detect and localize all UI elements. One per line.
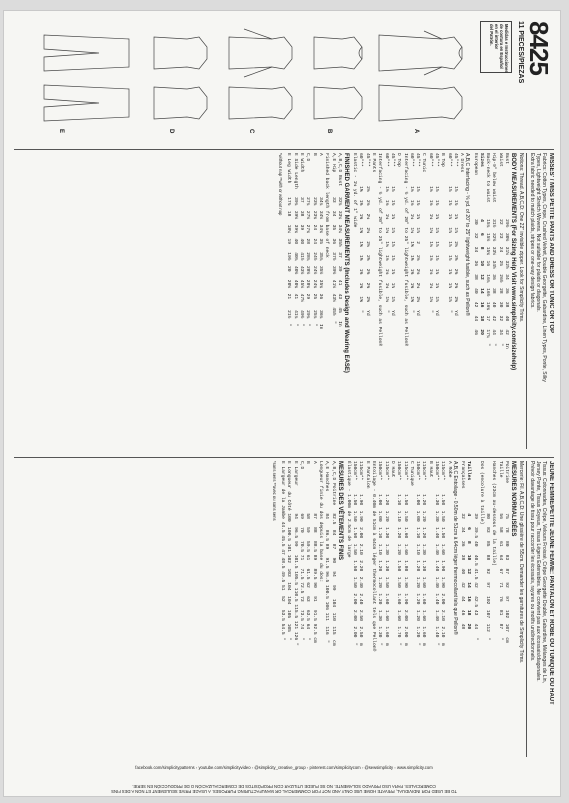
garment-sketches	[34, 17, 474, 145]
french-body-row: Françaises 32 34 36 38 40 42 44 46 48	[459, 461, 465, 630]
french-yardage-row: Entoilage - 0.40m de 51cm à 64cm léger thermocollant tels que Pellon®	[371, 461, 377, 652]
english-finished-row: E Width 37 38 39 40 41½ 43½ 45½ 47½ 49½ "	[299, 153, 305, 327]
english-interfacing: A,B,C Interfacing - ⅝ yd. of 20" to 25" lightweight fusible, such as Pellon®	[464, 153, 471, 316]
english-yardage-row: 45"** 1⅞ 1⅞ 1⅞ 1⅞ 1⅞ 1⅞ 1⅞ 1⅞ 1⅞ Yd	[434, 153, 440, 316]
spanish-note-line: del Patrón.	[489, 24, 494, 46]
view-letter: B	[326, 129, 332, 134]
top-back-sketch	[314, 87, 362, 119]
french-finished-row: E Longueur du Côté 100 100.5 101 102 103 104 104 105 105 "	[286, 461, 292, 641]
rotated-content	[4, 11, 560, 796]
english-yardage-row: 60"** 1⅞ 1⅞ 1⅞ 1⅞ 1⅞ 1⅞ 1⅞ 1⅞ 1⅞ "	[446, 153, 452, 313]
french-body-row: 80 83 85 88 92 97 102 107 112 "	[485, 461, 491, 641]
french-body-row: Hanches (23cm au-dessous de la taille)	[491, 461, 497, 566]
french-yardage-row: 150cm** 1.00 1.00 1.10 1.10 1.20 1.20 1.20 1.30 1.30 "	[377, 461, 383, 646]
english-body-header: BODY MEASUREMENTS (For Sizing Help Visit www.simplicity.com/sizehelp)	[510, 153, 516, 371]
english-finished-row: E Leg Width 17⅞ 18 18¼ 19 19½ 20 20½ 21 21½ "	[286, 153, 292, 327]
english-yardage-row: Interfacing - ½ yd. of 20" to 25" lightweight fusible, such as Pellon®	[402, 153, 408, 346]
english-yardage-row: A Dress	[459, 153, 465, 173]
spanish-note-line: Medidas e Instrucciones	[504, 24, 509, 73]
french-notions: Mercerie: Fil. A,B,C,D: Une glissière de 55cm. Demander les garnitures de Simplicity Trims.	[518, 461, 524, 664]
english-finished-row: A 34¼ 34½ 34¾ 35 35¼ 35½ 35¾ 36 36¼ In	[317, 153, 323, 330]
english-yardage-row: E Pants	[371, 153, 377, 173]
french-yardage-row: 115cm** 1.20 1.20 1.30 1.30 1.30 1.50 1.60 1.60 1.60 m	[383, 461, 389, 646]
pattern-number: 8425	[524, 21, 554, 75]
english-yardage-row: 45"** 1⅞ 1⅞ 1⅞ 1⅞ 1⅞ 1⅞ 1⅞ 1⅞ 1⅞ Yd	[389, 153, 395, 316]
legal-line: TO BE USED FOR INDIVIDUAL, PRIVATE HOME USE ONLY AND NOT FOR COMMERCIAL OR MANUFACTURING PURPOSES. A USAGE PRIVE SEULEMENT ET NON A DES FINS	[111, 789, 457, 794]
french-yardage-row: 150cm** 1.00 1.00 1.10 1.10 1.20 1.20 1.20 1.20 1.20 "	[415, 461, 421, 646]
english-yardage-row: 60"** 1⅛ 1⅛ 1⅛ 1⅛ 1⅛ 1⅛ 1⅛ 1⅛ 1⅛ "	[383, 153, 389, 313]
pants-sketch	[44, 35, 129, 71]
french-yardage-row: 115cm** 1.90 1.90 2.00 2.10 2.20 2.40 2.40 2.50 2.50 m	[358, 461, 364, 646]
french-yardage-row: 150cm** 1.50 1.50 1.50 1.50 1.50 1.50 2.00 2.00 2.00 "	[352, 461, 358, 646]
english-finished-row: Finished back length from base of neck	[324, 153, 330, 258]
english-body-row: Bust 29½ 30½ 31½ 32½ 34 36 38 40 42 In	[504, 153, 509, 349]
english-yardage-row: B Top	[440, 153, 446, 167]
french-yardage-row: D Haut	[389, 461, 395, 478]
english-finished-row: A,E Hip 33 34 35 36 37½ 39½ 41½ 43½ 45½ "	[330, 153, 336, 324]
social-links: facebook.com/simplicitypatterns ◦ youtube.com/simplicityvideo ◦ @simplicity_creative_group ◦ pinterest.com/simplicitycom ◦ @sewsimplicity ◦ www.simplicity.com	[135, 765, 433, 770]
french-yardage-row: B Haut	[427, 461, 433, 478]
social-strip	[14, 765, 554, 777]
french-yardage-row: 115cm** 1.20 1.20 1.20 1.30 1.30 1.60 1.60 1.60 1.60 m	[421, 461, 427, 646]
french-finished-row: A,B,C,D Poitrine 82.5 84 87 90 94 99 104 110 115 cm	[330, 461, 336, 646]
french-yardage-row: E Pantalon	[364, 461, 370, 489]
english-panel	[14, 153, 554, 453]
spanish-note-line: de costura en Español	[499, 24, 504, 69]
french-finished-row: E Largeur 94 96.5 99 101.5 105.5 110.5 115.5 121 126 "	[292, 461, 298, 646]
french-body-row: Taille 56 58 61 64 67 71 76 81 87 "	[497, 461, 503, 641]
dress-sketch	[379, 35, 462, 71]
french-finished-row: Longueur finie du dos depuis la base du dos:	[317, 461, 323, 583]
tunic-back-sketch	[229, 87, 292, 119]
english-yardage-row: Interfacing - ½ yd. of 20" to 25" lightweight fusible, such as Pellon®	[377, 153, 383, 346]
divider	[526, 461, 527, 757]
french-finished-header: MESURES DES VÊTEMENTS FINIS	[336, 461, 343, 561]
english-body-row: Waist 22 23 24 25 26½ 28 30 32 34 "	[497, 153, 503, 346]
english-yardage-row: 60"** 1⅛ 1⅛ 1⅛ 1⅛ 1⅝ 1⅝ 1⅝ 1⅝ 1⅝ "	[408, 153, 414, 313]
english-finished-row: C,D 27¼ 27½ 27¾ 28 28¼ 28½ 28¾ 29 29¼ "	[305, 153, 311, 327]
english-yardage-row: D Top	[396, 153, 402, 167]
french-interfacing: A,B,C Entoilage - 0.50m de 51cm à 64cm léger thermocollant tels que Pellon®	[451, 461, 458, 635]
legal-text	[14, 784, 554, 794]
english-finished-row: B 23¾ 23¾ 24 24 24½ 24½ 24¾ 25 25¼ "	[311, 153, 317, 327]
pattern-envelope-back	[3, 10, 561, 797]
pants-back-sketch	[44, 85, 129, 121]
french-body-header: MESURES NORMALISÉES	[510, 461, 516, 537]
english-yardage-row: 45"** 2⅛ 2⅛ 2⅛ 2⅛ 2⅛ 2⅜ 2⅜ 2⅜ 2⅜ Yd	[364, 153, 370, 316]
french-title: JEUNE FEMME/PETITE JEUNE FEMME: PANTALON ET ROBE OU TUNIQUE OU HAUT	[548, 461, 554, 705]
french-yardage-row: 115cm** 1.50 1.50 1.60 1.60 1.80 1.90 1.90 2.00 2.00 m	[402, 461, 408, 646]
english-fabrics-line: Types, Lightweight Stretch Wovens. Not suitable for plaids or diagonals.	[535, 153, 541, 312]
french-size-row: Tailles 4 6 8 10 12 14 16 18 20	[466, 461, 472, 630]
english-finished-row: E Side Length 39¼ 39½ 39¾ 40 40¼ 40½ 40¾ 41 41¼ "	[292, 153, 298, 327]
panel-divider	[14, 457, 554, 458]
english-yardage-row: Elastic - 1⅛ yd. of 1" wide	[352, 153, 358, 228]
top-d-sketch	[154, 37, 207, 69]
view-letter: C	[248, 129, 254, 134]
french-yardage-row: 115cm** 1.50 1.50 1.50 1.60 1.90 1.90 2.00 2.10 2.10 m	[440, 461, 446, 646]
english-fabrics-line: Extra fabric needed to match plaids, stripes or one-way design fabrics.	[529, 153, 535, 309]
french-yardage-row: 150cm** 1.10 1.10 1.20 1.20 1.50 1.50 1.60 1.60 1.70 "	[396, 461, 402, 646]
english-fabrics-line: Fabrics: Cotton Types, Crepe, Crushed Velvet, Double Georgette, Gabardine, Linen Types, Ponte, Silky	[541, 153, 547, 382]
english-notions: Notions: Thread. A,B,C,D: One 22" invisible zipper. Look for Simplicity Trims.	[518, 153, 524, 323]
english-body-row: European 30 32 34 36 38 40 42 44 46	[472, 153, 478, 335]
divider	[526, 153, 527, 449]
top-sketch	[314, 37, 362, 69]
french-body-row: Dos (encolure à taille)	[478, 461, 484, 525]
view-letter: A	[413, 129, 419, 134]
french-footnote: *sans sens **avec ou sans sens	[271, 461, 277, 521]
french-fabrics-line: Prévoir davantage de tissu pour raccorder les écossais, rayures ou motifs unidirectionnels.	[529, 461, 535, 662]
english-body-row: Hip-9" below waist 31½ 32½ 33½ 34½ 36 38 40 42 44 "	[491, 153, 497, 346]
french-finished-row: A,E Hanches 84 86.5 89 91.5 96.5 100.5 106 111 116 "	[324, 461, 330, 643]
english-finished-header: FINISHED GARMENT MEASUREMENTS (Includes Design and Wearing EASE)	[342, 153, 349, 373]
english-title: MISSES' / MISS PETITE PANTS AND DRESS OR TUNIC OR TOP	[548, 153, 554, 334]
english-size-row: Sizes 4 6 8 10 12 14 16 18 20	[478, 153, 484, 335]
pieces-label: 11 PIECES/PIEZAS	[517, 21, 524, 84]
french-fabrics-line: Tissus: Cotonnades, Crêpe, Velours Froissé, Crêpe Georgette Double, Gabardine, Mélanges de Lin,	[541, 461, 547, 683]
french-body-row: 39 39.5 40 40.5 41.5 42 42.5 43 44 "	[472, 461, 478, 641]
english-yardage-row: 60"** 1⅛ 1⅛ 1⅛ 1⅛ 1⅛ 1⅛ 1⅛ 1⅛ 1⅛ "	[427, 153, 433, 313]
view-letter: E	[58, 129, 64, 134]
sketch-panel	[14, 17, 554, 145]
top-d-back-sketch	[154, 87, 207, 119]
panel-divider	[14, 149, 554, 150]
english-body-row: Back-neck to waist 15¼ 15½ 15¾ 16 16¼ 16½ 16¾ 17 17¼ "	[485, 153, 491, 346]
french-yardage-row: 150cm** 1.30 1.30 1.40 1.40 1.40 1.40 1.40 1.40 1.40 "	[434, 461, 440, 646]
french-body-row: Poitrine 75 78 80 83 87 92 97 102 107 cm	[504, 461, 509, 643]
french-yardage-row: Élastique - 1.00m de 2.5cm de large	[345, 461, 351, 558]
french-yardage-row: A Robe	[446, 461, 452, 478]
french-finished-row: C,D 69 70 70.5 71 71.5 72.5 73 73.5 74 "	[299, 461, 305, 641]
dress-back-sketch	[379, 85, 462, 121]
french-fabrics-line: Jersey Ponte, Tissus Soyeux, Tissus Légers Extensibles. Ne convient pas aux écossais/diagonales.	[535, 461, 541, 682]
french-finished-row: B 58 59 59.5 61 61.5 62 63 63.5 64 "	[305, 461, 311, 641]
tunic-sketch	[229, 37, 292, 69]
english-finished-row: A,B,C,D Bust 32¼ 33¼ 34¼ 35½ 37 39 41 43 45 In	[336, 153, 342, 327]
legal-strip	[14, 778, 554, 794]
english-yardage-row: C Tunic	[421, 153, 427, 173]
french-finished-row: E Largeur de la Jambe 44.5 45.5 47 48.5 49.5 51 52 53.5 54.5 "	[280, 461, 286, 641]
view-letter: D	[168, 129, 174, 134]
english-yardage-row: 60"** 1⅝ 1⅝ 1⅝ 1⅝ 1⅝ 1⅝ 1⅝ 1⅝ 1⅝ "	[358, 153, 364, 313]
spanish-note-box	[480, 21, 512, 73]
french-yardage-row: C Tunique	[408, 461, 414, 486]
spanish-note-line: en el interior	[494, 24, 499, 50]
legal-line: COMERCIALES. PARA USO PRIVADO SOLAMENTE. NO SE PUEDE UTILIZAR CON PROPÓSITOS DE COMERCIALIZACIÓN O DE PRODUCCIÓN EN SERIE.	[132, 784, 436, 789]
english-yardage-row: 45"** 1⅞ 1⅞ 1⅞ 1⅞ 2⅛ 2⅜ 2⅜ 2⅜ 2⅜ Yd	[452, 153, 458, 316]
english-yardage-row: 45"** 1⅞ 1⅞ 1⅞ 1⅞ 2 2⅛ 2⅛ 2⅛ 2⅛ Yd	[415, 153, 421, 316]
english-footnote: *without nap **with or without nap	[278, 153, 284, 216]
french-panel	[14, 461, 554, 761]
french-finished-row: A 87 88 88.5 89 89.5 90 91 91.5 92.5 cm	[311, 461, 317, 643]
